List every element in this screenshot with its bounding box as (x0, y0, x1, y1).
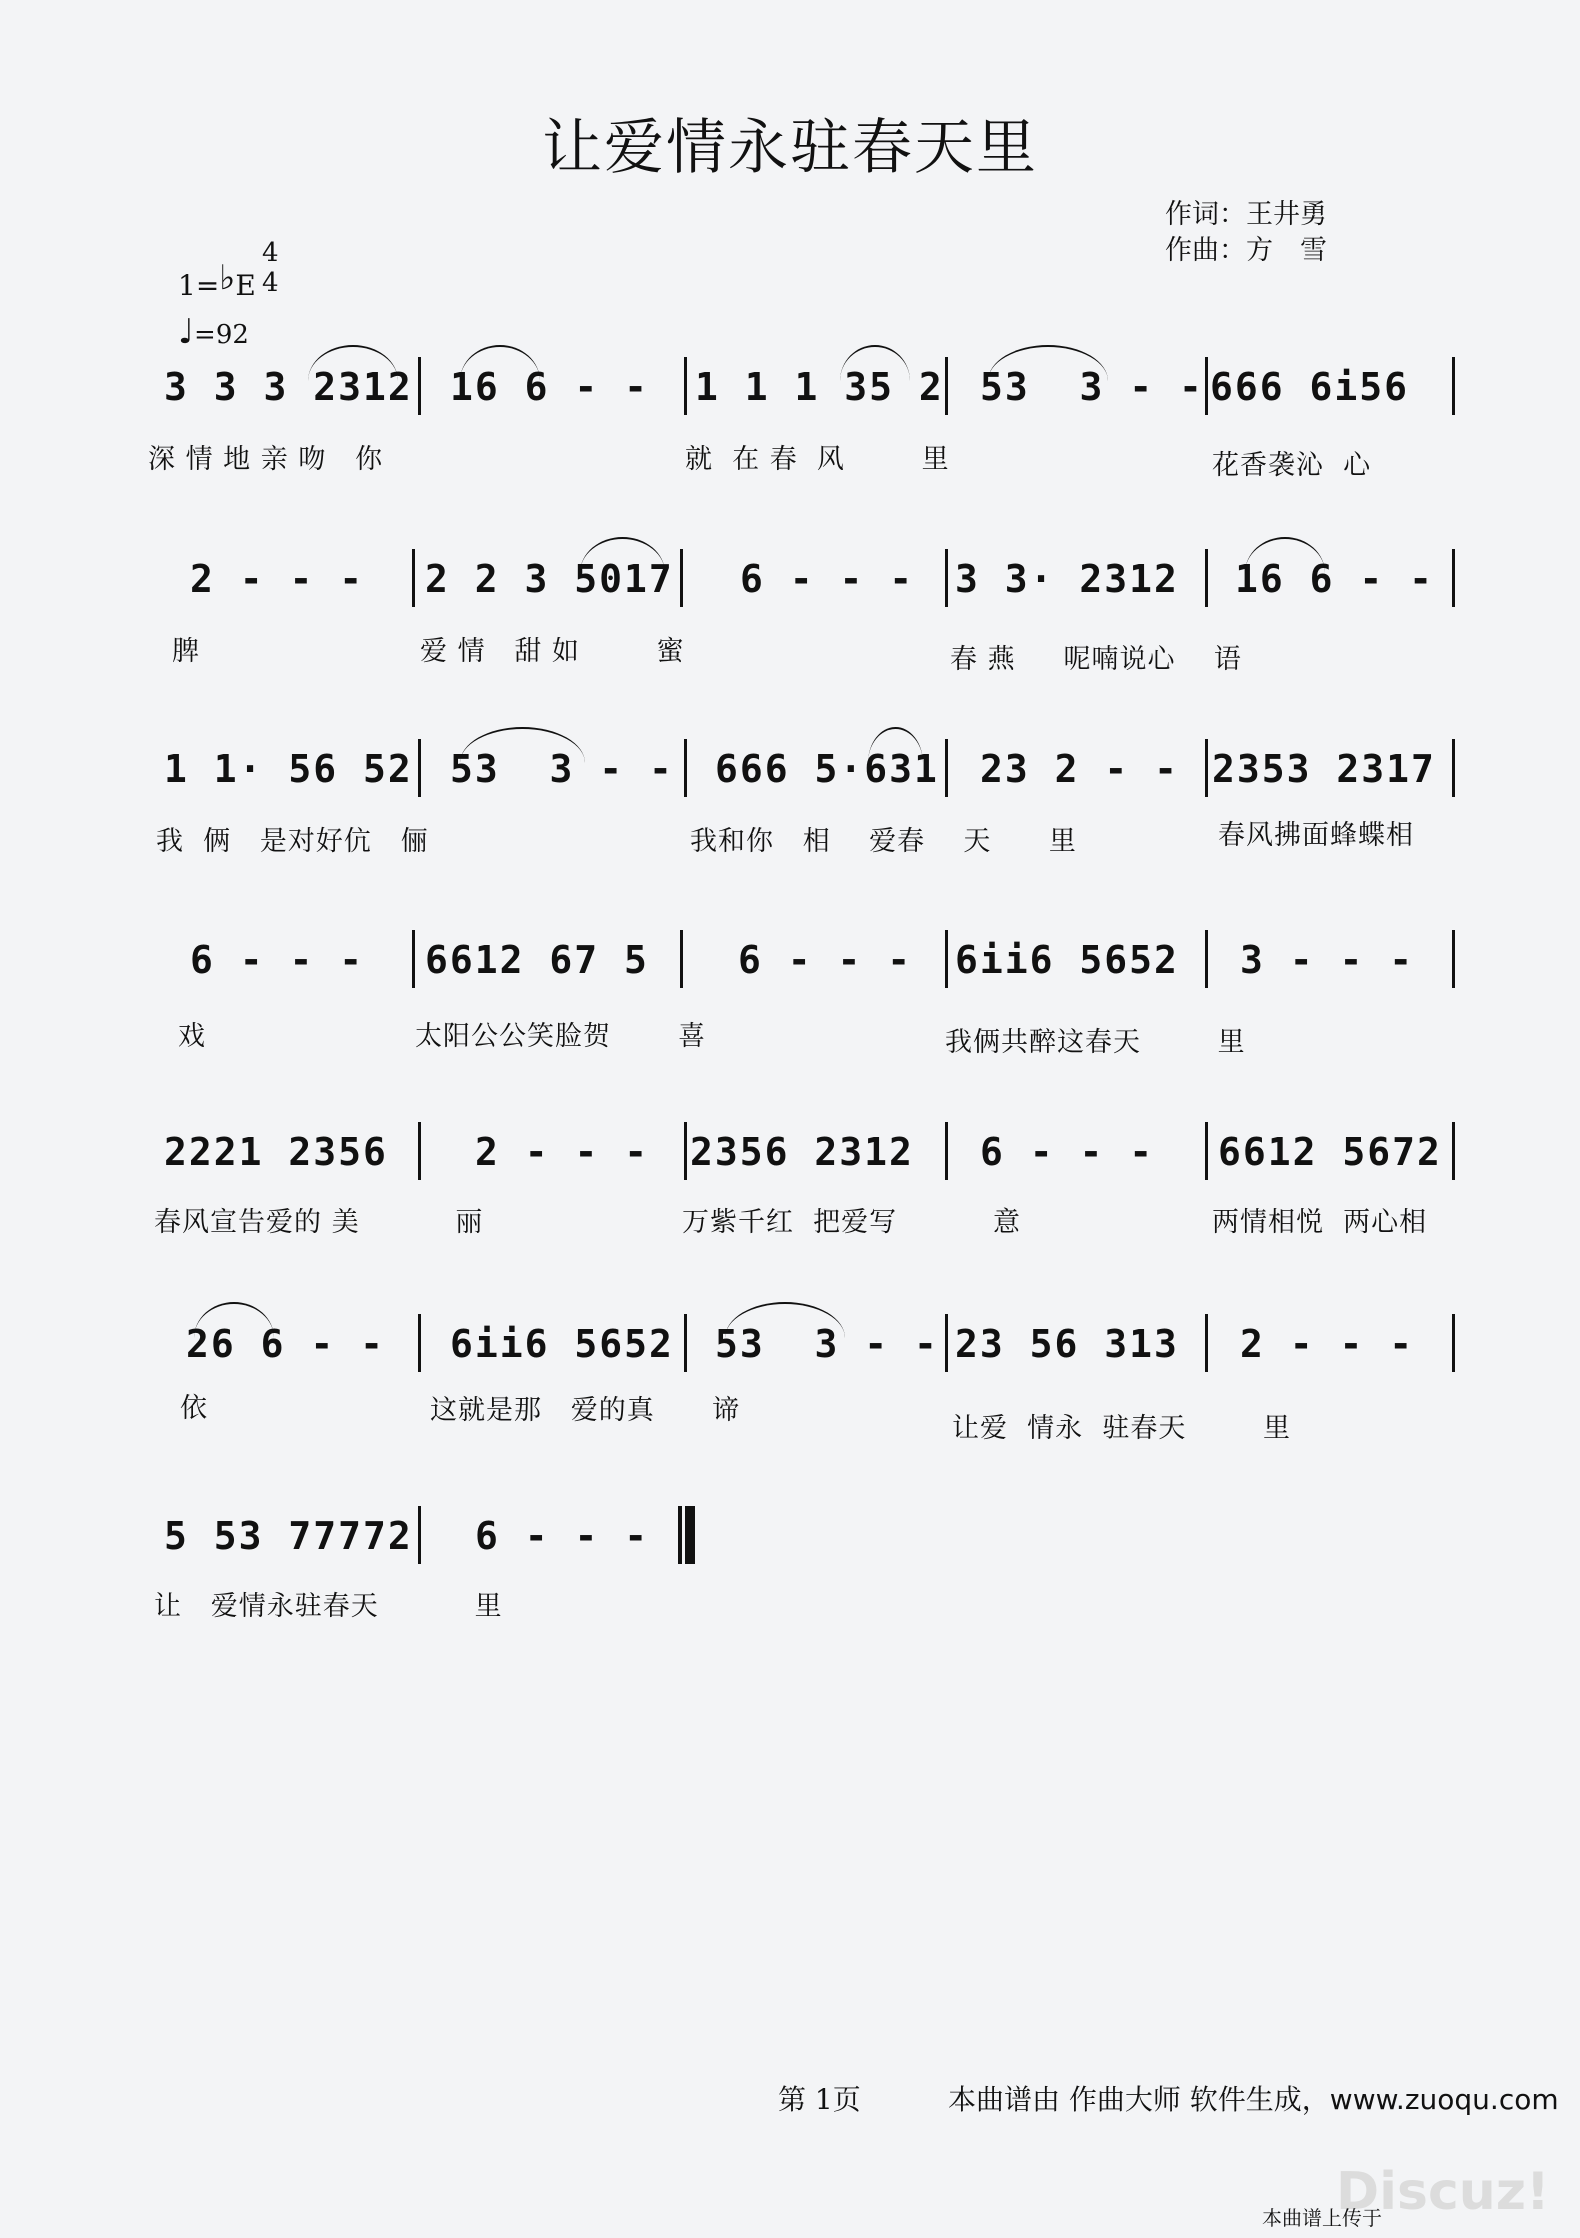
slur (460, 727, 585, 763)
barline (684, 357, 687, 415)
composer-credit: 作曲：方 雪 (1165, 235, 1327, 266)
measure: 2356 2312 (690, 1130, 914, 1174)
slur (868, 727, 923, 763)
barline (945, 1122, 948, 1180)
slur (840, 345, 910, 381)
barline (680, 930, 683, 988)
lyric-segment: 春 燕 呢喃说心 语 (950, 644, 1242, 675)
notes (150, 1110, 1460, 1190)
lyric-segment: 我 俩 是对好伉 俪 (156, 826, 429, 857)
lyric-segment: 花香袭沁 心 (1212, 450, 1372, 481)
barline (945, 549, 948, 607)
measure: 2 - - - (475, 1130, 650, 1174)
barline (684, 1314, 687, 1372)
slur (580, 537, 665, 573)
measure: 53 3 - - (980, 365, 1204, 409)
final-barline-thick (685, 1506, 695, 1564)
measure: 53 3 - - (715, 1322, 939, 1366)
barline (945, 930, 948, 988)
lyric-segment: 两情相悦 两心相 (1212, 1207, 1428, 1238)
barline (1205, 1314, 1208, 1372)
final-barline-thin (678, 1506, 682, 1564)
key-note: E (235, 269, 256, 302)
lyric-segment: 我和你 相 爱春 天 里 (690, 826, 1077, 857)
measure: 6 - - - (980, 1130, 1155, 1174)
barline (1452, 739, 1455, 797)
measure: 16 6 - - (450, 365, 650, 409)
barline (1205, 930, 1208, 988)
slur (988, 345, 1108, 381)
lyric-segment: 深 情 地 亲 吻 你 (148, 444, 384, 475)
meter-top: 4 (262, 238, 279, 268)
measure: 2221 2356 (164, 1130, 388, 1174)
lyric-segment: 让爱 情永 驻春天 里 (952, 1413, 1291, 1444)
barline (680, 549, 683, 607)
slur (725, 1302, 845, 1338)
measure: 23 2 - - (980, 747, 1180, 791)
tempo-value: =92 (194, 320, 249, 350)
measure: 1 1 1 35 2 (695, 365, 944, 409)
measure: 666 5·631 (715, 747, 939, 791)
meter-bottom: 4 (262, 268, 279, 298)
notes (150, 345, 1460, 425)
measure: 3 3· 2312 (955, 557, 1179, 601)
notes (150, 1494, 1460, 1574)
measure: 3 - - - (1240, 938, 1415, 982)
lyric-segment: 春风宣告爱的 美 丽 (154, 1207, 484, 1238)
song-title: 让爱情永驻春天里 (542, 113, 1038, 183)
lyricist-credit: 作词：王井勇 (1165, 199, 1327, 230)
barline (418, 1314, 421, 1372)
barline (418, 357, 421, 415)
measure: 6 - - - (475, 1514, 650, 1558)
key-prefix: 1= (178, 269, 220, 302)
watermark-logo: Discuz! (1336, 2162, 1550, 2222)
lyric-segment: 就 在 春 风 里 (685, 444, 950, 475)
measure: 5 53 77772 (164, 1514, 413, 1558)
barline (418, 1506, 421, 1564)
barline (1205, 549, 1208, 607)
barline (418, 739, 421, 797)
notes (150, 1302, 1460, 1382)
barline (412, 549, 415, 607)
barline (684, 739, 687, 797)
measure: 6612 67 5 (425, 938, 649, 982)
key-signature (178, 258, 256, 302)
barline (945, 1314, 948, 1372)
lyric-segment: 戏 (178, 1021, 206, 1052)
barline (684, 1122, 687, 1180)
flat-icon: ♭ (219, 258, 236, 298)
measure: 23 56 313 (955, 1322, 1179, 1366)
barline (418, 1122, 421, 1180)
barline (1452, 549, 1455, 607)
slur (194, 1302, 274, 1338)
upload-note: 本曲谱上传于 (1262, 2206, 1382, 2230)
measure: 53 3 - - (450, 747, 674, 791)
measure: 6ii6 5652 (955, 938, 1179, 982)
measure: 26 6 - - (186, 1322, 386, 1366)
notes (150, 918, 1460, 998)
lyric-segment: 脾 (172, 636, 200, 667)
measure: 3 3 3 2312 (164, 365, 413, 409)
measure: 6 - - - (190, 938, 365, 982)
barline (1452, 1314, 1455, 1372)
lyric-segment: 爱 情 甜 如 蜜 (420, 636, 685, 667)
measure: 666 6i56 (1210, 365, 1410, 409)
quarter-note-icon: ♩ (178, 312, 195, 352)
slur (308, 345, 398, 381)
barline (945, 357, 948, 415)
barline (1205, 357, 1208, 415)
barline (412, 930, 415, 988)
lyric-segment: 太阳公公笑脸贺 喜 (415, 1021, 707, 1052)
measure: 2353 2317 (1212, 747, 1436, 791)
barline (1205, 739, 1208, 797)
measure: 2 - - - (1240, 1322, 1415, 1366)
measure: 2 2 3 5017 (425, 557, 674, 601)
barline (1452, 930, 1455, 988)
time-signature (262, 238, 279, 298)
notes (150, 727, 1460, 807)
generator-credit: 本曲谱由 作曲大师 软件生成，www.zuoqu.com (948, 2083, 1559, 2116)
measure: 16 6 - - (1235, 557, 1435, 601)
barline (1452, 357, 1455, 415)
page-number: 第 1页 (778, 2083, 861, 2116)
barline (1205, 1122, 1208, 1180)
lyric-segment: 万紫千红 把爱写 意 (682, 1207, 1021, 1238)
measure: 1 1· 56 52 (164, 747, 413, 791)
barline (945, 739, 948, 797)
notes (150, 537, 1460, 617)
measure: 2 - - - (190, 557, 365, 601)
lyric-segment: 这就是那 爱的真 谛 (430, 1395, 741, 1426)
lyric-segment: 让 爱情永驻春天 里 (154, 1591, 503, 1622)
slur (1245, 537, 1325, 573)
measure: 6 - - - (740, 557, 915, 601)
lyric-segment: 我俩共醉这春天 里 (945, 1027, 1246, 1058)
lyric-segment: 春风拂面蜂蝶相 (1218, 820, 1414, 851)
measure: 6 - - - (738, 938, 913, 982)
measure: 6ii6 5652 (450, 1322, 674, 1366)
barline (1452, 1122, 1455, 1180)
measure: 6612 5672 (1218, 1130, 1442, 1174)
lyric-segment: 依 (180, 1393, 208, 1424)
slur (460, 345, 540, 381)
